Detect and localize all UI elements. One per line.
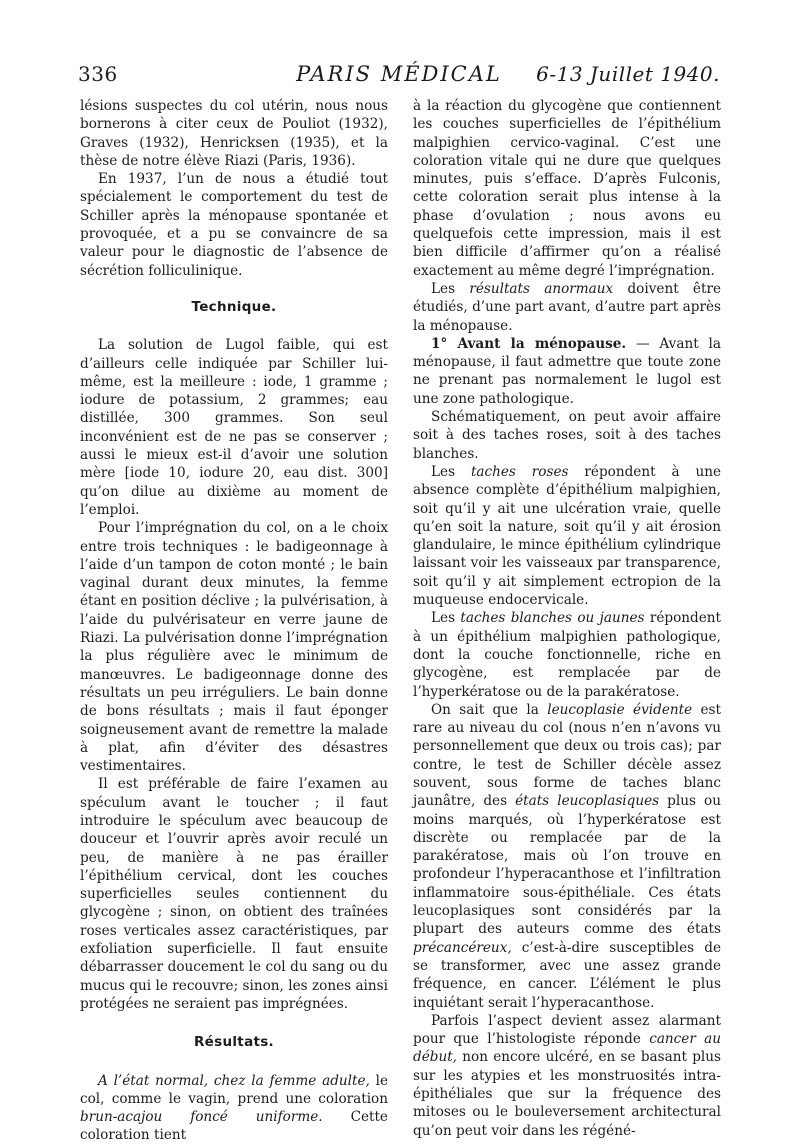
paragraph (413, 1012, 721, 1140)
paragraph: Pour l’imprégnation du col, on a le choix entre trois techniques : le badigeonnage à l’aide d’un tampon de coton monté ; le bain vaginal durant deux minutes, la femme étant en position déclive ; la pulvérisation, à l’aide du pulvérisateur en verre jaune de Riazi. La pulvérisation donne l’imprégnation la plus régulière avec le minimum de manœuvres. Le badigeonnage donne des résultats un peu irréguliers. Le bain donne de bons résultats ; mais il faut éponger soigneusement avant de remettre la malade à plat, afin d’éviter des désastres vestimentaires. (80, 520, 388, 775)
text-run: — Avant la ménopause, il faut admettre que toute zone ne prenant pas normalement le lugol est une zone pathologique. (413, 335, 721, 407)
text-run: Les (431, 463, 471, 480)
text-run: non encore ulcéré, en se basant plus sur les atypies et les monstruosités intra-épithéliales que sur la fréquence des mitoses ou le bouleversement architectural qu’on peut voir dans les régéné- (413, 1049, 721, 1139)
paragraph (413, 280, 721, 335)
italic-phrase: A l’état normal, chez la femme adulte, (98, 1072, 370, 1089)
italic-phrase: précancéreux, (413, 939, 512, 956)
paragraph: lésions suspectes du col utérin, nous nous bornerons à citer ceux de Pouliot (1932), Graves (1932), Henricksen (1935), et la thèse de notre élève Riazi (Paris, 1936). (80, 98, 388, 169)
italic-phrase: cancer au début, (413, 1031, 721, 1066)
italic-phrase: leucoplasie évidente (547, 701, 693, 718)
running-header (78, 62, 720, 92)
text-run: est rare au niveau du col (nous n’en n’avons vu personnellement que deux ou trois cas); par contre, le test de Schiller décèle assez souvent, sous forme de taches blanc jaunâtre, des (413, 701, 721, 810)
italic-phrase: brun-acajou foncé uniforme. (80, 1109, 323, 1126)
paragraph: Schématiquement, on peut avoir affaire soit à des taches roses, soit à des taches blanches. (413, 409, 721, 462)
paragraph: Il est préférable de faire l’examen au spéculum avant le toucher ; il faut introduire le spéculum avec beaucoup de douceur et l’ouvrir après avoir reculé un peu, de manière à ne pas érailler l’épithélium cervical, dont les couches superficielles seules contiennent du glycogène ; sinon, on obtient des traînées roses verticales assez caractéristiques, par exfoliation superficielle. Il faut ensuite débarrasser doucement le col du sang ou du mucus qui le recouvre; sinon, les zones ainsi protégées ne seraient pas imprégnées. (80, 776, 388, 1012)
paragraph (413, 335, 721, 408)
italic-phrase: résultats anormaux (469, 280, 614, 297)
section-heading-resultats: Résultats. (193, 1034, 274, 1051)
paragraph: à la réaction du glycogène que contiennent les couches superficielles de l’épithélium malpighien cervico-vaginal. C’est une coloration vitale qui ne dure que quelques minutes, puis s’efface. D’après Fulconis, cette coloration serait plus intense à la phase d’ovulation ; nous avons eu quelquefois cette impression, mais il est bien difficile d’affirmer qu’on a réalisé exactement au même degré l’imprégnation. (413, 98, 721, 279)
text-run: Les (431, 610, 461, 627)
text-run: c’est-à-dire susceptibles de se transformer, avec une assez grande fréquence, en cancer. L’élément le plus inquiétant serait l’hyperacanthose. (413, 939, 721, 1011)
text-run: plus ou moins marqués, où l’hyperkératose est discrète ou remplacée par de la parakératose, mais où l’on trouve en profondeur l’hyperacanthose et l’infiltration inflammatoire sous-épithéliale. Ces états leucoplasiques sont considérés par la plupart des auteurs comme des états (413, 793, 721, 938)
paragraph (413, 701, 721, 1012)
text-run: répondent à un épithélium malpighien pathologique, dont la couche fonctionnelle, riche en glycogène, est remplacée par de l’hyperkératose ou de la parakératose. (413, 610, 721, 700)
left-column (80, 97, 388, 1145)
issue-date: 6-13 Juillet 1940. (536, 62, 720, 86)
right-column (413, 97, 721, 1140)
italic-phrase: états leucoplasiques (515, 793, 660, 810)
text-run: Cette coloration tient (80, 1109, 388, 1144)
paragraph (80, 1072, 388, 1145)
italic-phrase: taches blanches ou jaunes (460, 610, 645, 627)
text-run: Parfois l’aspect devient assez alarmant pour que l’histologiste réponde (413, 1012, 721, 1048)
text-run: doivent être étudiés, d’une part avant, d’autre part après la ménopause. (413, 280, 721, 334)
text-run: répondent à une absence complète d’épithélium malpighien, soit qu’il y ait une ulcération vraie, quelle qu’en soit la nature, soit qu’il y ait érosion glandulaire, le mince épithélium cylindrique laissant voir les vaisseaux par transparence, soit qu’il y ait simplement ectropion de la muqueuse endocervicale. (413, 463, 721, 609)
text-run: Les (431, 280, 470, 297)
subsection-title: 1° Avant la ménopause. (431, 335, 627, 352)
text-run: le col, comme le vagin, prend une coloration (80, 1072, 388, 1107)
paragraph: La solution de Lugol faible, qui est d’ailleurs celle indiquée par Schiller lui-même, est la meilleure : iode, 1 gramme ; iodure de potassium, 2 grammes; eau distillée, 300 grammes. Son seul inconvénient est de ne pas se conserver ; aussi le mieux est-il d’avoir une solution mère [iode 10, iodure 20, eau dist. 300] qu’on dilue au dixième au moment de l’emploi. (80, 337, 388, 518)
italic-phrase: taches roses (470, 463, 569, 480)
paragraph (413, 609, 721, 700)
section-heading-technique: Technique. (191, 298, 277, 315)
journal-title: PARIS MÉDICAL (296, 62, 502, 86)
paragraph (413, 463, 721, 609)
text-run: On sait que la (431, 701, 548, 718)
paragraph: En 1937, l’un de nous a étudié tout spécialement le comportement du test de Schiller après la ménopause spontanée et provoquée, et a pu se convaincre de sa valeur pour le diagnostic de l’absence de sécrétion folliculinique. (80, 171, 388, 279)
page-number: 336 (78, 62, 118, 86)
